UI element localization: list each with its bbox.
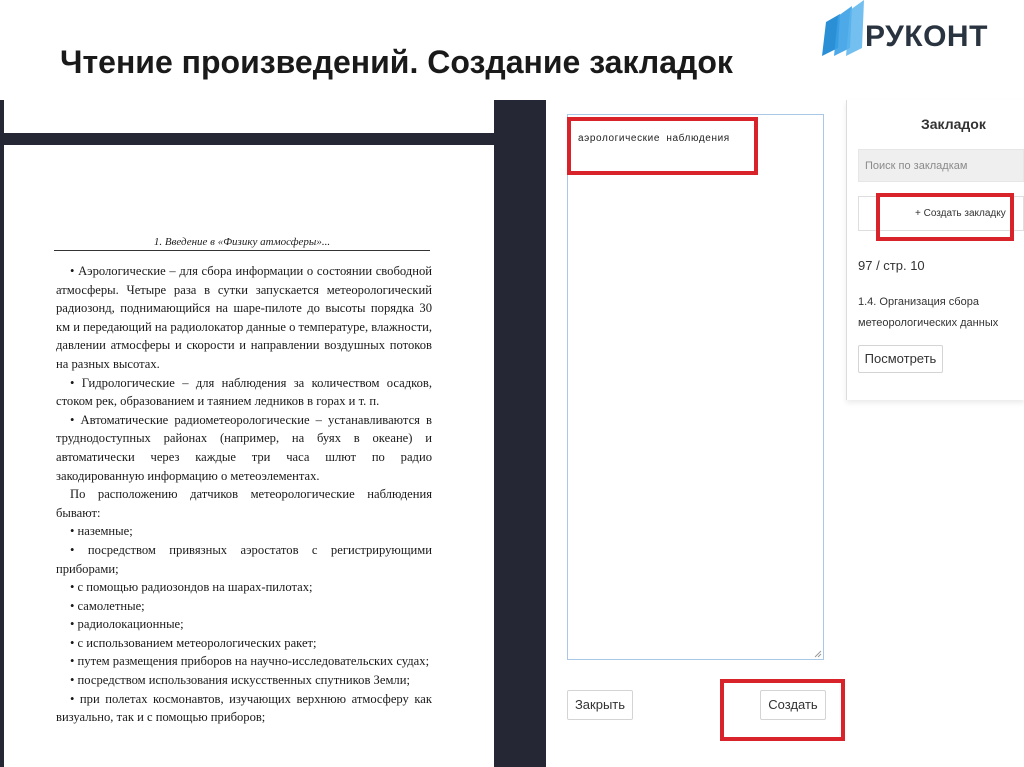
previous-page-edge (4, 100, 494, 133)
page-paragraph: • Гидрологические – для наблюдения за количеством осадков, стоком рек, образованием и таянием ледников в горах и т. п. (56, 375, 432, 409)
bookmark-note-text: аэрологические наблюдения (578, 133, 730, 144)
page-paragraph: • радиолокационные; (70, 617, 184, 632)
create-button[interactable]: Создать (760, 690, 826, 720)
bookmark-page-number: 97 / стр. 10 (858, 258, 925, 273)
page-paragraph: • самолетные; (70, 598, 145, 613)
page-paragraph: • посредством привязных аэростатов с регистрирующими приборами; (56, 542, 432, 576)
page-text (56, 262, 432, 727)
page-paragraph: • с использованием метеорологических ракет; (70, 635, 317, 650)
logo-text: РУКОНТ (865, 20, 988, 53)
page-paragraph: • при полетах космонавтов, изучающих верхнюю атмосферу как визуально, так и с помощью приборов; (56, 691, 432, 725)
bookmark-note-textarea[interactable] (567, 114, 824, 660)
view-bookmark-button[interactable]: Посмотреть (858, 345, 943, 373)
close-button[interactable]: Закрыть (567, 690, 633, 720)
page-paragraph: • с помощью радиозондов на шарах-пилотах; (70, 580, 313, 595)
highlight-frame-note (567, 117, 758, 175)
highlight-frame-create-button (720, 679, 845, 741)
page-paragraph: • путем размещения приборов на научно-исследовательских судах; (70, 654, 430, 669)
highlight-frame-create-bookmark (876, 193, 1014, 241)
bookmark-search-input[interactable] (858, 149, 1024, 182)
book-viewer[interactable] (0, 100, 546, 767)
page-paragraph: • посредством использования искусственных спутников Земли; (70, 673, 410, 688)
bookmark-chapter-title: 1.4. Организация сбора метеорологических данных (858, 296, 999, 329)
page-paragraph: • Аэрологические – для сбора информации о состоянии свободной атмосферы. Четыре раза в сутки запускается метеорологический радиозонд, поднимающийся на шаре-пилоте до высоты порядка 30 км и передающий на радиолокатор данные о температуре, влажности, давлении атмосферы и скорости и направлении воздушных потоков на разных высотах. (56, 264, 432, 371)
resize-grip-icon[interactable] (814, 650, 822, 658)
running-head-rule (54, 250, 430, 251)
page-paragraph: • Автоматические радиометеорологические – устанавливаются в труднодоступных районах (например, на буях в океане) и автоматически через каждые три часа шлют по радио закодированную информацию о метеоэлементах. (56, 412, 432, 483)
page-paragraph: По расположению датчиков метеорологические наблюдения бывают: (56, 487, 432, 520)
create-bookmark-label: + Создать закладку (915, 208, 1006, 219)
sidebar-title: Закладок (921, 116, 986, 132)
book-page (4, 145, 494, 767)
page-paragraph: • наземные; (70, 524, 133, 539)
slide-title: Чтение произведений. Создание закладок (60, 44, 733, 80)
running-head: 1. Введение в «Физику атмосферы»... (153, 236, 331, 248)
